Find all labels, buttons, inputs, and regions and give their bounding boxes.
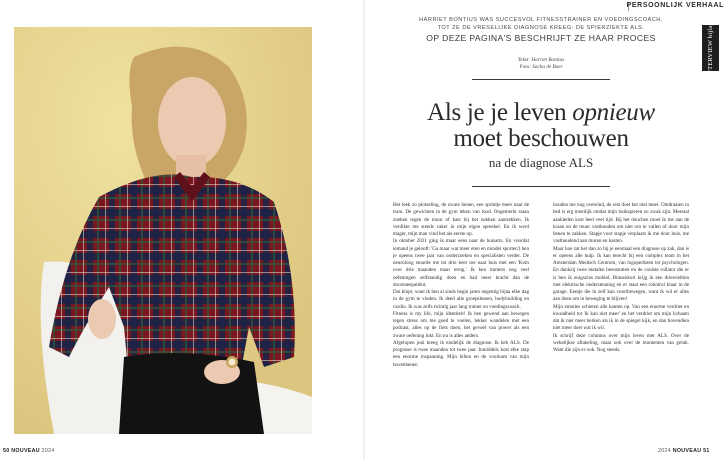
headline-subline: na de diagnose ALS: [488, 155, 594, 170]
left-brand: NOUVEAU: [11, 448, 40, 454]
right-year: 2024: [658, 448, 671, 454]
paragraph: houden me nog overeind, de rest doet het niet meer. Omdraaien in bed is erg moeilijk omdat mijn buikspieren zo zwak zijn. Meestal aankleden kost heel veel tijd. Bij het douchen moet ik me aan de kraan en de muur vasthouden om niet om te vallen of door mijn benen te zakken. Stapje voor stapje verplaats ik me door huis, me vasthoudend aan muren en kasten.: [553, 202, 689, 245]
portrait-photo: [14, 27, 312, 434]
headline-line-1: Als je je leven opnieuw: [427, 99, 655, 126]
portrait-illustration: [14, 27, 312, 434]
headline-emphasis: opnieuw: [572, 99, 655, 126]
paragraph: Fitness is my life, mijn identiteit! Ik ben gewend aan bewegen tegen stress om me goed te voelen, lekker wandelen met een podcast, alles op de fiets doen, het gevoel van power als een zware oefening lukt. En nu is alles anders.: [393, 310, 529, 339]
intro-line-3: OP DEZE PAGINA'S BESCHRIJFT ZE HAAR PROCES: [426, 33, 656, 43]
right-page-number: 51: [703, 448, 710, 454]
paragraph: Dat klopt, want ik ben al sinds begin jaren negentig bijna elke dag in de gym te vinden. Ik deed alle groepslessen, bodybuilding en cardio. Ik was zelfs twintig jaar lang trainer en voedingscoach.: [393, 289, 529, 310]
author-credit: Tekst: Harriet Bontius: [517, 57, 565, 63]
headline-line-2: moet beschouwen: [453, 125, 629, 152]
intro-line-1: HARRIET BONTIUS WAS SUCCESVOL FITNESSTRAINER EN VOEDINGSCOACH,: [419, 17, 663, 23]
page-gutter: [363, 0, 365, 460]
paragraph: Mijn emoties schieten alle kanten op. Van een enorme verdriet en kwaadheid tot 'ik kan niet meer' en het verdriet om mijn lichaam dat ik niet meer herken als ik in de spiegel kijk, en dan bovendien niet meer doet wat ik wil.: [553, 303, 689, 332]
headline: [393, 100, 689, 171]
interview-side-tab: [702, 18, 719, 78]
top-rule: [472, 79, 610, 80]
side-tab-label: INTERVIEW bijlage: [707, 18, 714, 78]
body-column-2: [553, 202, 689, 354]
paragraph: Ik schrijf deze columns over mijn leven met ALS. Over de wekelijkse aftakeling, maar ook over de momenten van geluk. Want die zijn er ook. Nog steeds.: [553, 332, 689, 353]
right-brand: NOUVEAU: [672, 448, 702, 454]
section-tag: PERSOONLIJK VERHAAL: [626, 2, 724, 9]
body-column-1: [393, 202, 529, 369]
paragraph: Het leek zo plotseling, de zware benen, een sprintje meer naar de tram. De gewichten in de gym leken van lood. Ongemerkt staan zoeken tegen de muur of kast bij het sokken aantrekken. Ik verdikte me steeds vaker in mijn eigen spreekel. En ik werd mager, mijn man vind het als eerste op.: [393, 202, 529, 237]
left-page-footer: [3, 448, 55, 454]
intro-block: [393, 17, 689, 44]
credits: [393, 57, 689, 70]
paragraph: Maar hoe zat het dan zo bij je eenmaal een diagnose op zak, dan is er opeens alle hulp. Ik kan terecht bij een complex team in het Amsterdam Medisch Centrum, van logopedisten tot psychologen. En dankzij twee metalen beenstutten en de coolste rollator die er is ben ik enigszins mobiel. Binnenkort krijg ik een driewieltien met elektrische ondersteuning en er staat een robotrol klaar in de garage. Eentje die ik zelf kan voortbewegen, want ik wil er alles aan doen om in beweging te blijven!: [553, 245, 689, 303]
left-year: 2024: [41, 448, 55, 454]
photo-credit: Foto: Sacha de Boer: [519, 63, 563, 70]
bottom-rule: [472, 186, 610, 187]
right-page-footer: [658, 448, 710, 454]
left-page-number: 50: [3, 448, 10, 454]
intro-line-2: TOT ZE DE VRESELIJKE DIAGNOSE KREEG: DE SPIERZIEKTE ALS.: [437, 24, 645, 31]
paragraph: In oktober 2021 ging ik maar eens naar de huisarts. En voordat iemand je gelooft: 'Ga maar wat meer eten en minder sporten') ben je opeens twee jaar van onderzoeken en specialisten verder. De neuroloog stuurde me tot drie keer toe naar huis met een 'Kom over drie maanden maar terug.' Ik ken immers nog veel oefeningen zelfstandig doen en had meer kracht dan de doorsneepatiënt.: [393, 238, 529, 288]
paragraph: Afgelopen juni kreeg ik eindelijk de diagnose. Ik heb ALS. De prognose is twee maanden tot twee jaar. Inmiddels kost elke stap een enorme inspanning. Mijn billen en de voorkant van mijn bovenbenen: [393, 339, 529, 368]
